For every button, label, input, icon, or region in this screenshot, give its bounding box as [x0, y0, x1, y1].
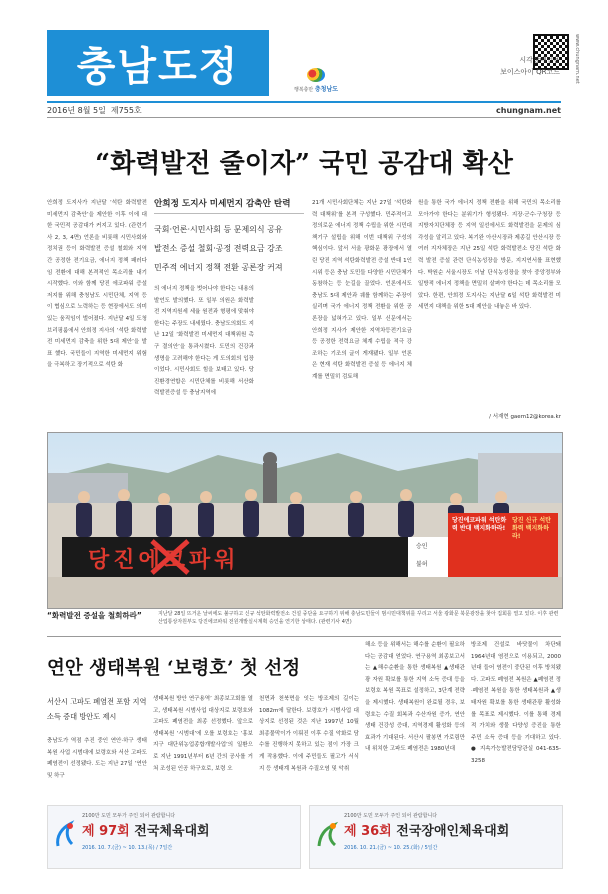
article2-subhead: 서산시 고파도 폐염전 포함 지역소득 증대 방안도 제시: [47, 697, 147, 721]
issue-date: 2016년 8월 5일: [47, 105, 106, 115]
qr-caption-line2: 보이스아이 QR코드: [500, 68, 560, 76]
article1-points: [154, 220, 304, 277]
article2-col2: 생태복원 방안 연구용역’ 최종보고회를 열고, 생태복원 시범사업 대상지로 보령호와 고파도 폐염전을 최종 선정했다. 앞으로 생태복원 ‘시범대’에 오를 보령호는 ‘홍보지구 대단위농업종합개발사업’의 일환으로 지난 1991년부터 6년 간의 공사를 거쳐 조성된 인공 하구호로, 보령 오: [153, 696, 253, 772]
article1-headline: “화력발전 줄이자” 국민 공감대 확산: [95, 149, 513, 179]
banner-national-sports[interactable]: [47, 805, 301, 869]
sports-emblem-icon: [54, 820, 76, 848]
article2-col4: 해소 등을 위해서는 해수를 순환이 필요하다는 공감대 얻었다. 연구용역 최종보고서는 ▲해수순환을 통한 생태복원 ▲생태관광 자원 확보를 통한 지역 소득 증대 등을 보령호 복원 목표로 설정하고, 3단계 전략을 제시했다. 생태복원이 완료될 경우, 보령호는 수질 회복과 수산자원 증가, 연안 생태 건강성 증대, 지역경제 활성화 등의 효과가 기대된다. 서산시 팔봉면 가로림만 내 위치한 고파도 폐염전은 1980년대: [365, 642, 465, 753]
photo-banner-text: 당진에코파워: [88, 548, 240, 573]
banner-disabled-sports[interactable]: [309, 805, 563, 869]
para-sports-emblem-icon: [316, 820, 338, 848]
article2-col3: 천면과 천북면을 잇는 방조제의 길이는 1082m에 달한다. 보령호가 시범사업 대상지로 선정된 것은 지난 1997년 10월 최종물막이가 이뤄진 이후 수질 악화로 담수를 진행하지 못하고 있는 점이 가장 크게 작용했다. 이에 주민들도 필고가 서식지 등 생태계 복원과 수질오염 및 악취: [259, 696, 359, 772]
photo-seal-deny: 불허: [416, 561, 428, 568]
issue-info: [47, 105, 142, 116]
brand-logo: [288, 68, 344, 94]
issue-number: 제755호: [110, 105, 142, 115]
banner1-number: 제 97회: [82, 824, 130, 839]
article1-col2: 의 에너지 정책을 벗어나야 한다는 내용의 발언도 발의했다. 또 일부 의원은 화력발전 지역지원세 세율 원전과 형평에 맞춰야 한다는 주장도 내세웠다. 충남도의회도 지난 12일 ‘화력발전 미세먼지 대책위원 촉구 결의안’을 통과시켰다. 도민의 건강과 생명을 고려해야 한다는 게 도의회의 입장이었다. 시민사회도 힘을 보태고 있다. 당진환경연합은 시민단체를 비롯해 서산화력발전증설 등 충남지역에: [154, 286, 254, 397]
banner1-dates: 2016. 10. 7.(금) ~ 10. 13.(목) / 7일간: [82, 845, 173, 851]
article1-col1: 안희정 도지사가 지난달 ‘석탄 화력발전 미세먼지 감축안’을 제안한 이후 이에 대한 국민적 공감대가 커지고 있다. (관련기사 2, 3, 4면) 언론을 비롯해 시민사회와 정치권 등이 화력발전 증설 철회와 지역 간 공정한 전기요금, 에너지 정책 패러다임 전환에 대해 본격적인 목소리를 내기 시작했다. 이와 함께 당진 에코파워 증설저지를 위해 충청남도 시민단체, 지역 등이 협심으로 노력하는 등 현장에서도 의미 있는 움직임이 벌어졌다. 지난달 4일 도청 브리핑룸에서 안희정 지사의 ‘석탄 화력발전 미세먼지 감축을 위한 5대 제안’을 발표 했다. 국민들이 지역한 미세먼지 위험을 극복하고 장기적으로 석탄 화: [47, 200, 147, 369]
photo-sign-2: 당진 신규 석탄화력 백지화하라!: [512, 517, 551, 540]
article1-col3: 21개 시민사회단체는 지난 27일 ‘석탄화력 대책위’를 본격 구성했다. 민주적이고 정의로운 에너지 정책 수립을 위한 시민대책기구 설립을 위해 이번 대책위 구성의 핵심이다. 앞서 서울 광화문 광장에서 열린 당진 지역 석탄화력발전 증설 반대 1인시위 등은 충남 도민들 다양한 시민단체가 동참하는 등 눈길을 끌었다. 언론에서도 충남도 5대 제안과 궤를 함께하는 주장이 실리며 국가 에너지 정책 전환을 위한 공론장을 넓혀가고 있다. 일부 신문에서는 안희정 지사가 제안한 지역차등전기요금 등 공정한 전력요금 체계 수립을 적극 강조하는 기조의 글이 게재됐다. 일부 언론은 현재 석탄 화력발전 증설 등 에너지 체계를 면밀히 검토해: [312, 200, 412, 380]
brand-org: 충청남도: [314, 86, 339, 93]
masthead-title: 충남도정: [47, 30, 269, 96]
banner2-name: 전국장애인체육대회: [396, 824, 510, 839]
article2-col1: 충남도가 역점 추진 중인 연안·하구 생태복원 사업 시범대에 보령호와 서산 고파도 폐염전이 선정됐다. 도는 지난 27일 ‘연안 및 하구: [47, 738, 147, 779]
point-3: 민주적 에너지 정책 전환 공론장 커져: [154, 263, 283, 272]
article1-col2b: [260, 284, 304, 424]
banner2-title: [344, 820, 509, 839]
banner1-kicker: 2100만 도민 모두가 주인 되어 관람합니다: [82, 813, 176, 819]
article1-subhead: 안희정 도지사 미세먼지 감축안 탄력: [154, 198, 304, 214]
qr-caption-line1: 시각장애인용: [519, 56, 560, 64]
brand-slogan: 행복충만: [293, 87, 314, 93]
photo-caption-title: “화력발전 증설을 철회하라”: [47, 611, 142, 620]
banner2-dates: 2016. 10. 21.(금) ~ 10. 25.(화) / 5일간: [344, 845, 438, 851]
article2-col5: 방조제 건설로 바닷물이 차단돼 1964년대 염전으로 이용되고, 2000년대 들어 염전이 중단된 이후 방치됐다. 고파도 폐염전 복원은 ▲폐염전 정·폐염전 복원을 통한 생태복원과 ▲생태자원 확보를 통한 생태관광 활성화를 목표로 제시했다. 이를 통해 경제적 가치와 생물 다양성 증진을 통한 주민 소득 증대 등을 기대하고 있다. ● 지속가능발전담당관실 041-635-3258: [471, 642, 561, 764]
photo-caption: 지난달 28일 뜨거운 날씨에도 불구하고 신규 석탄화력발전소 건설 중단을 요구하기 위해 충남도민들이 범시민대책위를 꾸리고 서울 광화문 북문광장을 찾아 집회를 열고 있다. 이후 관련 산업통상자원부도 당진에코파워 전원개발실시계획 승인을 연기한 상태다. (관련기사 4면): [158, 611, 559, 625]
protest-photo: [47, 432, 563, 609]
brand-logo-icon: [307, 68, 325, 82]
article1-byline: / 서재현 gaem12@korea.kr: [489, 414, 561, 420]
photo-seal-approve: 승인: [416, 543, 428, 550]
point-1: 국회·언론·시민사회 등 문제의식 공유: [154, 225, 283, 234]
site-link[interactable]: chungnam.net: [496, 105, 561, 115]
qr-url: www.chungnam.net: [574, 34, 580, 84]
article2-headline: 연안 생태복원 ‘보령호’ 첫 선정: [47, 658, 301, 679]
dateline: [47, 101, 561, 118]
banner1-title: [82, 820, 210, 839]
banner1-name: 전국체육대회: [134, 824, 210, 839]
article1-col4: 원을 통한 국가 에너지 정책 전환을 위해 국민의 목소리를 모아가야 한다는 분위기가 형성됐다. 지장·군수·구청장 등 지방자치단체장 등 지역 일선에서도 화력발전을 문제의 심각성을 알리고 있다. 복기완 아산시장과 제종길 안산시장 등 여러 지자체장은 지난 25일 석탄 화력발전소 당진 석탄 화력 발전 증설 관련 단식농성장을 방문, 지지연서를 표현했다. 박원순 서울시장도 이날 단식농성장을 찾아 중앙정부와 일방적 에너지 정책을 면밀히 살펴야 한다는 데 목소리를 모았다. 한편, 안희정 도지사는 지난달 6일 석탄 화력발전 미세먼지 대책을 위한 5대 제안을 내놓은 바 있다.: [418, 200, 561, 311]
banner2-number: 제 36회: [344, 824, 392, 839]
section-divider: [47, 636, 561, 637]
banner2-kicker: 2100만 도민 모두가 주인 되어 관람합니다: [344, 813, 438, 819]
qr-caption: [470, 54, 560, 78]
photo-sign-1: 당진에코파워 석탄화력 반대 백지화하라!: [452, 517, 507, 532]
point-2: 발전소 증설 철회·공정 전력요금 강조: [154, 244, 283, 253]
